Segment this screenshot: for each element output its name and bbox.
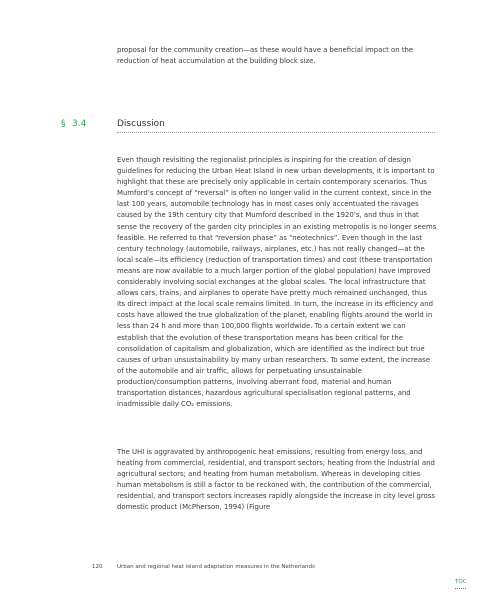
discussion-paragraph-2 [117, 447, 437, 514]
text-line: establish that the evolution of these transportation means has been critical for the [117, 333, 403, 342]
text-line: alongside the increase in city level gross domestic product (McPherson, 1994) (Figure [117, 492, 435, 512]
text-line: in the 1920’s, and thus in that sense the recovery of the garden city principles in an [117, 211, 419, 231]
text-line: allowed the true globalization of the planet, enabling flights around the world in [156, 311, 433, 320]
text-line: at the local scale remains limited. In turn, the increase in its efficiency and costs have [117, 300, 434, 320]
text-line: guidelines for reducing the Urban Heat Island in new urban developments, it is [117, 167, 390, 176]
section-symbol: § [61, 119, 66, 129]
running-title: Urban and regional heat island adaptation measures in the Netherlands [117, 564, 315, 570]
intro-paragraph [117, 45, 435, 67]
text-line: true causes of urban unsustainability by many urban researchers. To some extent, [117, 344, 425, 364]
text-line: contribution of the commercial, residential, and transport sectors increases rapidly [117, 481, 432, 501]
text-line: scenarios. Thus Mumford’s concept of “reversal” is often no longer valid in the current [117, 178, 427, 198]
text-line: in developing cities human metabolism is still a factor to be reckoned with, the [117, 470, 421, 490]
text-line: airplanes, etc.) has not really changed—at the local scale—its efficiency (reduction [117, 244, 425, 264]
text-line: important to highlight that these are precisely only applicable in certain contemporary [117, 167, 435, 187]
text-line: accentuated the ravages caused by the 19th century city that Mumford described [117, 200, 419, 220]
text-line: and airplanes to operate have pretty much remained unchanged, thus its direct impact [117, 289, 427, 309]
page-number: 120 [92, 564, 103, 570]
text-line: of transportation times) and cost (these transportation means are now available to a [117, 255, 433, 275]
text-line: transportation distances, hazardous agricultural specialisation regional patterns, and [117, 388, 411, 397]
text-line: Even though revisiting the regionalist principles is inspiring for the creation of design [117, 156, 411, 164]
section-title: Discussion [117, 119, 165, 129]
text-line: less than 24 h and more than 100,000 flights worldwide. To a certain extent we can [117, 322, 406, 331]
text-line: and heating from commercial, residential, and transport sectors; heating from the [117, 448, 423, 468]
text-line: social exchanges at the global scales. The local infrastructure that allows cars, trains, [117, 278, 426, 298]
text-line: as “neotechnics”. Even though in the last century technology (automobile, railways, [117, 233, 423, 253]
discussion-paragraph-1 [117, 155, 437, 410]
text-line: consolidation of capitalism and globalization, which are identified as the indirect but [117, 344, 409, 353]
text-line: much larger portion of the global population) have improved considerably involving [117, 266, 431, 287]
text-line: proposal for the community creation—as these would have a beneficial impact on the [117, 46, 414, 54]
section-divider [117, 132, 435, 133]
text-line: industrial and agricultural sectors; and heating from human metabolism. Whereas [117, 459, 435, 479]
text-line: production/consumption patterns, involving aberrant food, material and human [117, 377, 392, 386]
section-heading [61, 119, 436, 132]
toc-underline [455, 588, 466, 589]
text-line: context, since in the last 100 years, automobile technology has in most cases only [117, 189, 432, 209]
toc-link[interactable]: TOC [455, 579, 467, 585]
text-line: the increase of the automobile and air traffic, allows for perpetuating unsustainable [117, 355, 430, 375]
text-line: inadmissible daily CO₂ emissions. [117, 400, 233, 409]
text-line: existing metropolis is no longer seems feasible. He referred to that “reversion phase” [117, 222, 437, 242]
text-line: reduction of heat accumulation at the building block size. [117, 57, 316, 66]
text-line: The UHI is aggravated by anthropogenic heat emissions, resulting from energy loss, [117, 448, 408, 456]
section-number: 3.4 [72, 119, 87, 129]
